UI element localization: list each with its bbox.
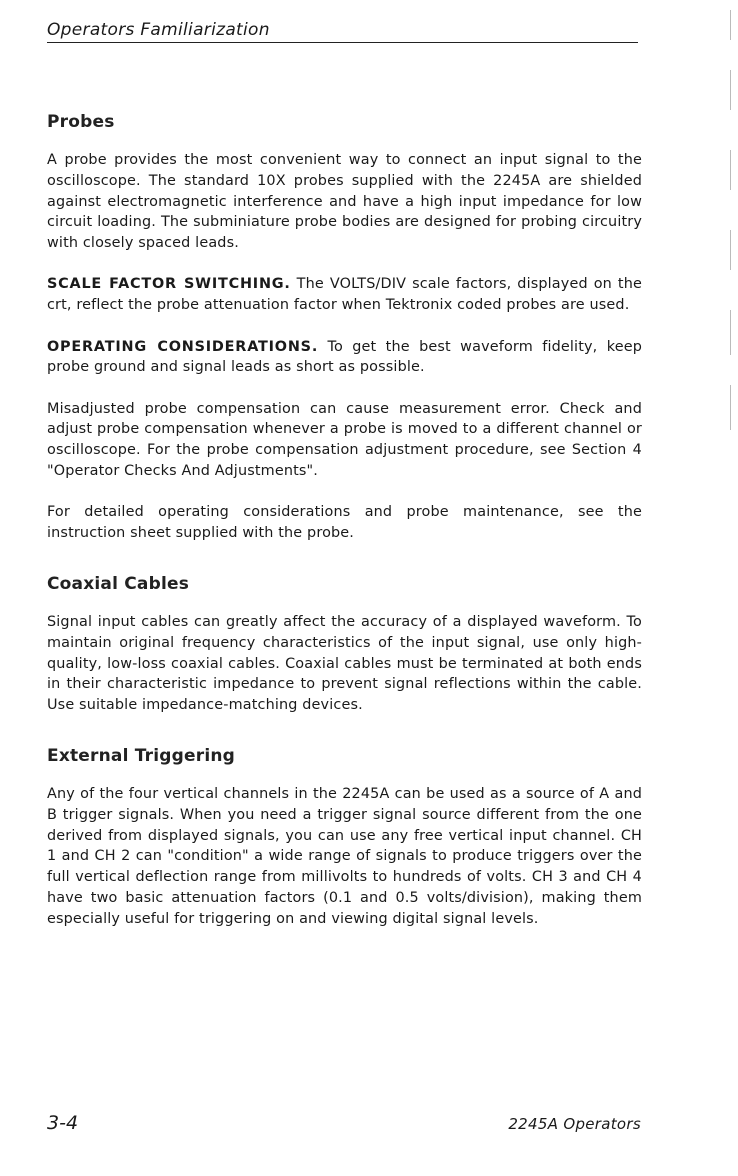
- paragraph: [47, 399, 642, 482]
- paragraph-text: A probe provides the most convenient way to connect an input signal to the oscilloscope. The standard 10X probes supplied with the 2245A are shielded against electromagnetic interference and have a high input impedance for low circuit loading. The subminiature probe bodies are designed for probing circuitry with closely spaced leads.: [47, 152, 642, 252]
- paragraph-text: The VOLTS/DIV scale factors, displayed on the crt, reflect the probe attenuation factor when Tektronix coded probes are used.: [47, 276, 642, 314]
- page-number: 3-4: [47, 1112, 79, 1134]
- paragraph: [47, 337, 642, 379]
- edge-mark: [730, 10, 731, 40]
- header-title: Operators Familiarization: [47, 20, 270, 40]
- scan-edge-marks: [730, 0, 734, 1176]
- paragraph: [47, 150, 642, 254]
- paragraph-lead: OPERATING CONSIDERATIONS.: [47, 338, 319, 355]
- edge-mark: [730, 230, 731, 270]
- section-external-triggering: [47, 746, 642, 930]
- paragraph-lead: SCALE FACTOR SWITCHING.: [47, 276, 291, 293]
- paragraph-text: Any of the four vertical channels in the 2245A can be used as a source of A and B trigger signals. When you need a trigger signal source different from the one derived from displayed signals, you can use any free vertical input channel. CH 1 and CH 2 can "condition" a wide range of signals to produce triggers over the full vertical deflection range from millivolts to hundreds of volts. CH 3 and CH 4 have two basic attenuation factors (0.1 and 0.5 volts/division), making them especially useful for triggering on and viewing digital signal levels.: [47, 785, 642, 927]
- paragraph-text: Signal input cables can greatly affect the accuracy of a displayed waveform. To maintain original frequency characteristics of the input signal, use only high-quality, low-loss coaxial cables. Coaxial cables must be terminated at both ends in their characteristic impedance to prevent signal reflections within the cable. Use suitable impedance-matching devices.: [47, 613, 642, 714]
- section-heading: External Triggering: [47, 745, 236, 766]
- section-heading: Probes: [47, 112, 115, 132]
- running-header: [47, 20, 638, 43]
- edge-mark: [730, 385, 731, 430]
- paragraph: [47, 612, 642, 716]
- paragraph: [47, 502, 642, 544]
- paragraph-text: To get the best waveform fidelity, keep probe ground and signal leads as short as possible.: [47, 338, 642, 376]
- paragraph-text: For detailed operating considerations and probe maintenance, see the instruction sheet supplied with the probe.: [47, 504, 642, 542]
- edge-mark: [730, 310, 731, 355]
- page-body: [47, 112, 642, 960]
- paragraph-text: Misadjusted probe compensation can cause measurement error. Check and adjust probe compensation whenever a probe is moved to a different channel or oscilloscope. For the probe compensation adjustment procedure, see Section 4 "Operator Checks And Adjustments".: [47, 400, 642, 480]
- edge-mark: [730, 150, 731, 190]
- section-probes: [47, 112, 642, 544]
- edge-mark: [730, 70, 731, 110]
- section-coaxial-cables: [47, 574, 642, 716]
- paragraph: [47, 784, 642, 930]
- section-heading: Coaxial Cables: [47, 573, 190, 594]
- manual-title: 2245A Operators: [508, 1115, 641, 1133]
- paragraph: [47, 274, 642, 316]
